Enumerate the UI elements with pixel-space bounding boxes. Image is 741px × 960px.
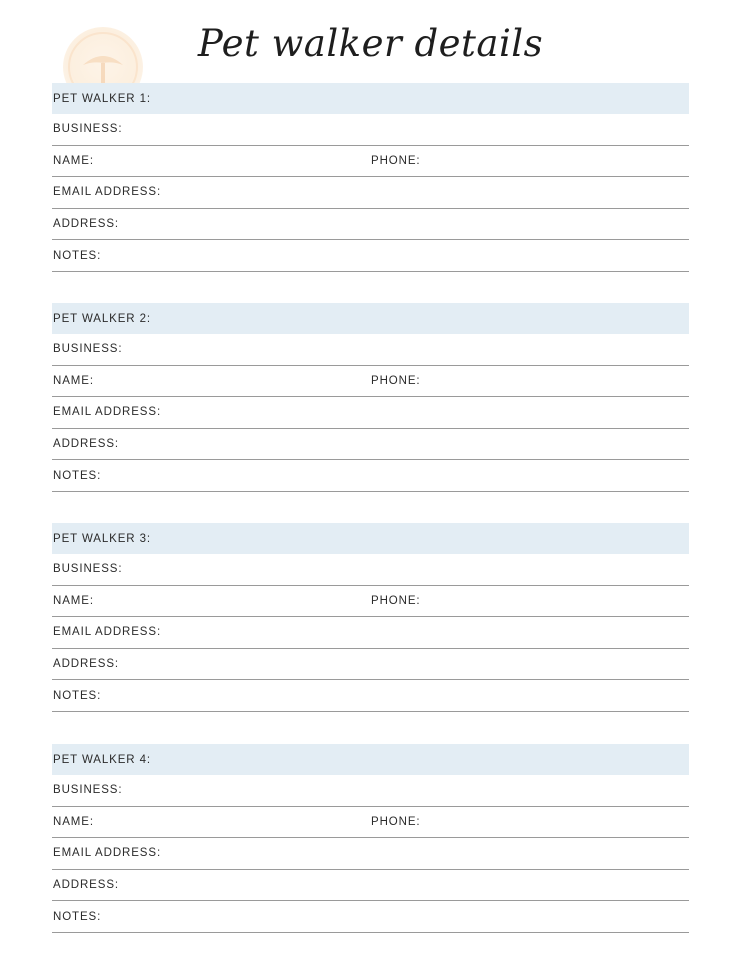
business-row[interactable] [52, 554, 689, 586]
page-title: Pet walker details [197, 22, 544, 65]
notes-row[interactable] [52, 901, 689, 933]
pet-walker-section-4 [52, 744, 689, 933]
email-row[interactable] [52, 838, 689, 870]
notes-row[interactable] [52, 240, 689, 272]
business-label: BUSINESS: [53, 343, 123, 356]
email-row[interactable] [52, 617, 689, 649]
address-label: ADDRESS: [53, 218, 119, 231]
name-phone-row[interactable] [52, 366, 689, 398]
pet-walker-section-1 [52, 83, 689, 272]
name-label: NAME: [53, 374, 94, 387]
name-label: NAME: [53, 815, 94, 828]
notes-row[interactable] [52, 680, 689, 712]
phone-label: PHONE: [371, 594, 421, 607]
pet-walker-section-2 [52, 303, 689, 492]
business-label: BUSINESS: [53, 563, 123, 576]
address-row[interactable] [52, 870, 689, 902]
notes-label: NOTES: [53, 249, 102, 262]
section-header [52, 303, 689, 334]
section-header [52, 523, 689, 554]
business-row[interactable] [52, 775, 689, 807]
business-label: BUSINESS: [53, 784, 123, 797]
email-label: EMAIL ADDRESS: [53, 626, 162, 639]
name-label: NAME: [53, 594, 94, 607]
address-row[interactable] [52, 209, 689, 241]
name-phone-row[interactable] [52, 807, 689, 839]
address-label: ADDRESS: [53, 438, 119, 451]
notes-label: NOTES: [53, 689, 102, 702]
section-heading: PET WALKER 1: [53, 92, 151, 105]
name-phone-row[interactable] [52, 586, 689, 618]
business-label: BUSINESS: [53, 123, 123, 136]
section-header [52, 744, 689, 775]
address-label: ADDRESS: [53, 658, 119, 671]
address-label: ADDRESS: [53, 879, 119, 892]
section-heading: PET WALKER 4: [53, 753, 151, 766]
email-label: EMAIL ADDRESS: [53, 186, 162, 199]
phone-label: PHONE: [371, 815, 421, 828]
section-header [52, 83, 689, 114]
phone-label: PHONE: [371, 374, 421, 387]
phone-label: PHONE: [371, 154, 421, 167]
email-row[interactable] [52, 177, 689, 209]
address-row[interactable] [52, 649, 689, 681]
email-label: EMAIL ADDRESS: [53, 847, 162, 860]
notes-label: NOTES: [53, 469, 102, 482]
notes-label: NOTES: [53, 910, 102, 923]
pet-walker-section-3 [52, 523, 689, 712]
name-label: NAME: [53, 154, 94, 167]
business-row[interactable] [52, 114, 689, 146]
business-row[interactable] [52, 334, 689, 366]
email-label: EMAIL ADDRESS: [53, 406, 162, 419]
email-row[interactable] [52, 397, 689, 429]
section-heading: PET WALKER 3: [53, 532, 151, 545]
address-row[interactable] [52, 429, 689, 461]
section-heading: PET WALKER 2: [53, 312, 151, 325]
notes-row[interactable] [52, 460, 689, 492]
name-phone-row[interactable] [52, 146, 689, 178]
